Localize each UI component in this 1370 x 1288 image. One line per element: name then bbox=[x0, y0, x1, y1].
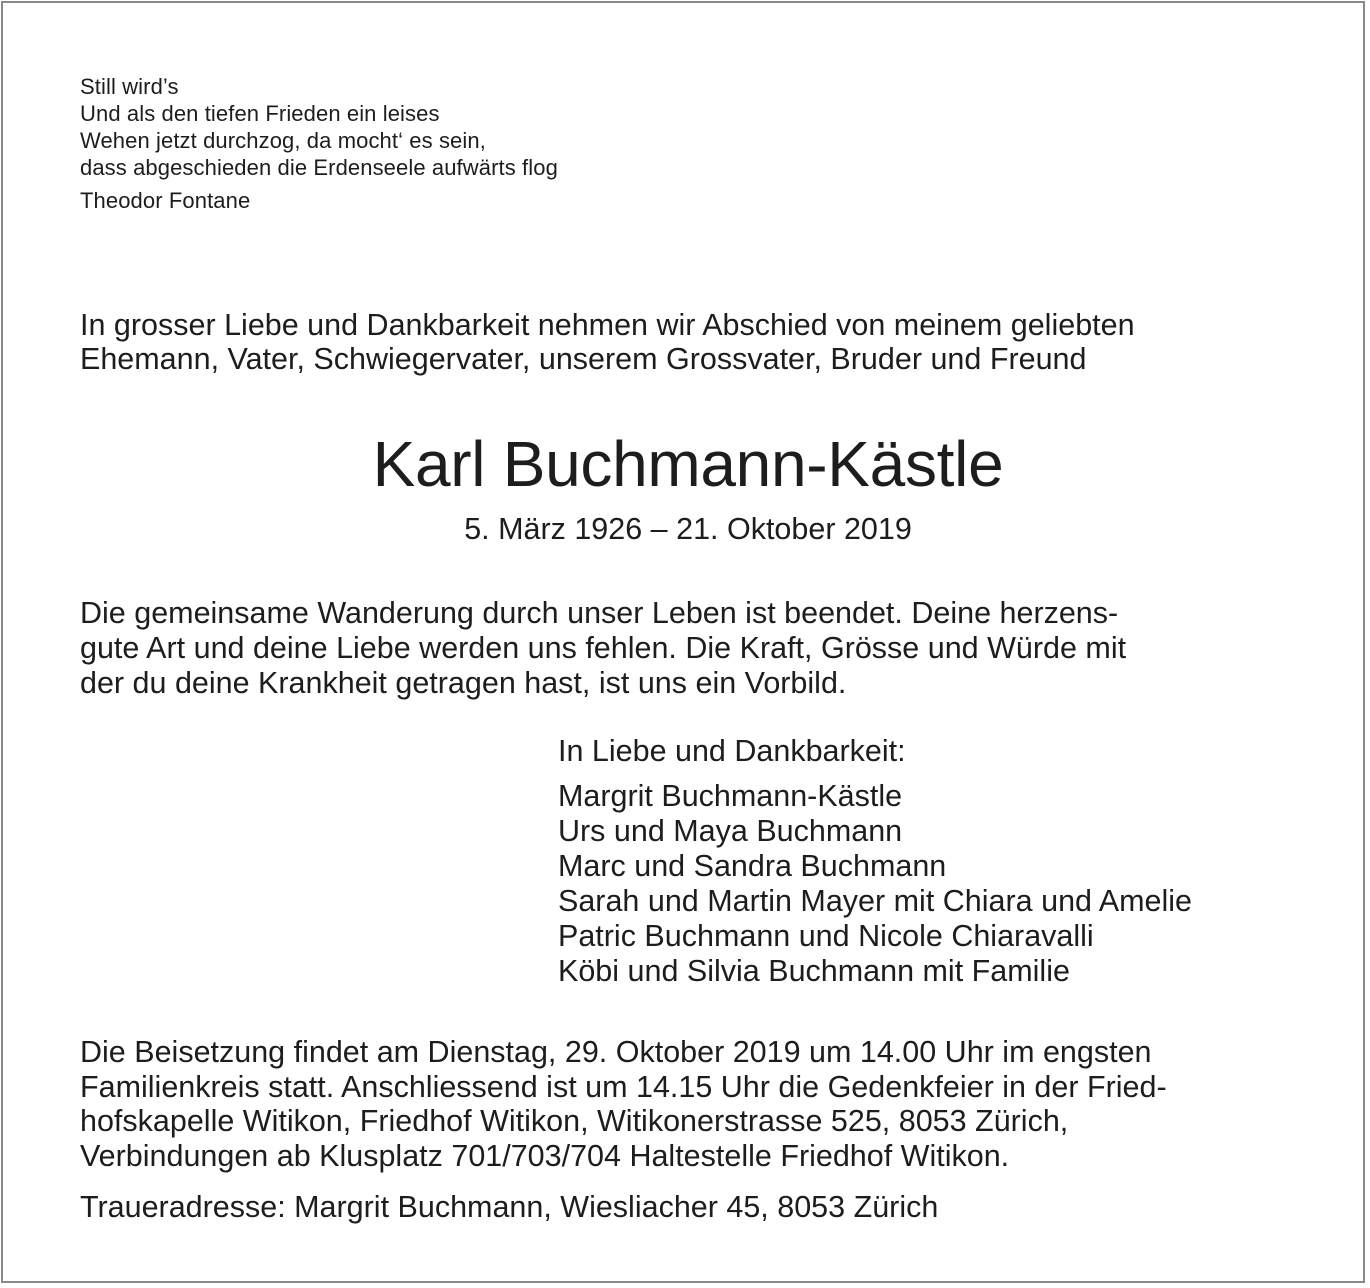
intro-text bbox=[80, 308, 1135, 376]
message-line: Die gemeinsame Wanderung durch unser Leben ist beendet. Deine herzens- bbox=[80, 596, 1119, 630]
mourning-address: Traueradresse: Margrit Buchmann, Wiesliacher 45, 8053 Zürich bbox=[80, 1190, 939, 1224]
funeral-line: Verbindungen ab Klusplatz 701/703/704 Haltestelle Friedhof Witikon. bbox=[80, 1138, 1010, 1173]
signer-name: Sarah und Martin Mayer mit Chiara und Amelie bbox=[558, 884, 1193, 918]
deceased-name: Karl Buchmann-Kästle bbox=[372, 428, 1004, 500]
funeral-line: Die Beisetzung findet am Dienstag, 29. Oktober 2019 um 14.00 Uhr im engsten bbox=[80, 1035, 1152, 1069]
poem-author: Theodor Fontane bbox=[80, 188, 251, 213]
signers-heading: In Liebe und Dankbarkeit: bbox=[558, 734, 906, 768]
intro-line: Ehemann, Vater, Schwiegervater, unserem Grossvater, Bruder und Freund bbox=[80, 342, 1087, 376]
poem-line: dass abgeschieden die Erdenseele aufwärts flog bbox=[80, 155, 558, 180]
funeral-line: Familienkreis statt. Anschliessend ist um 14.15 Uhr die Gedenkfeier in der Fried- bbox=[80, 1069, 1167, 1104]
message-line: gute Art und deine Liebe werden uns fehlen. Die Kraft, Grösse und Würde mit bbox=[80, 631, 1127, 665]
signer-name: Marc und Sandra Buchmann bbox=[558, 849, 947, 883]
life-dates: 5. März 1926 – 21. Oktober 2019 bbox=[464, 512, 912, 546]
signer-name: Margrit Buchmann-Kästle bbox=[558, 779, 903, 813]
poem-line: Still wird’s bbox=[80, 74, 179, 99]
poem-line: Und als den tiefen Frieden ein leises bbox=[80, 101, 440, 126]
farewell-message bbox=[80, 596, 1126, 701]
message-line: der du deine Krankheit getragen hast, ist uns ein Vorbild. bbox=[80, 666, 847, 700]
signer-name: Köbi und Silvia Buchmann mit Familie bbox=[558, 954, 1070, 988]
obituary-frame bbox=[1, 1, 1365, 1283]
signer-name: Patric Buchmann und Nicole Chiaravalli bbox=[558, 919, 1094, 953]
poem-line: Wehen jetzt durchzog, da mocht‘ es sein, bbox=[80, 128, 486, 153]
signer-name: Urs und Maya Buchmann bbox=[558, 814, 903, 848]
signers-list bbox=[558, 734, 1192, 989]
poem bbox=[80, 73, 558, 214]
intro-line: In grosser Liebe und Dankbarkeit nehmen wir Abschied von meinem geliebten bbox=[80, 308, 1135, 342]
funeral-info bbox=[80, 1035, 1167, 1173]
funeral-line: hofskapelle Witikon, Friedhof Witikon, Witikonerstrasse 525, 8053 Zürich, bbox=[80, 1104, 1069, 1138]
